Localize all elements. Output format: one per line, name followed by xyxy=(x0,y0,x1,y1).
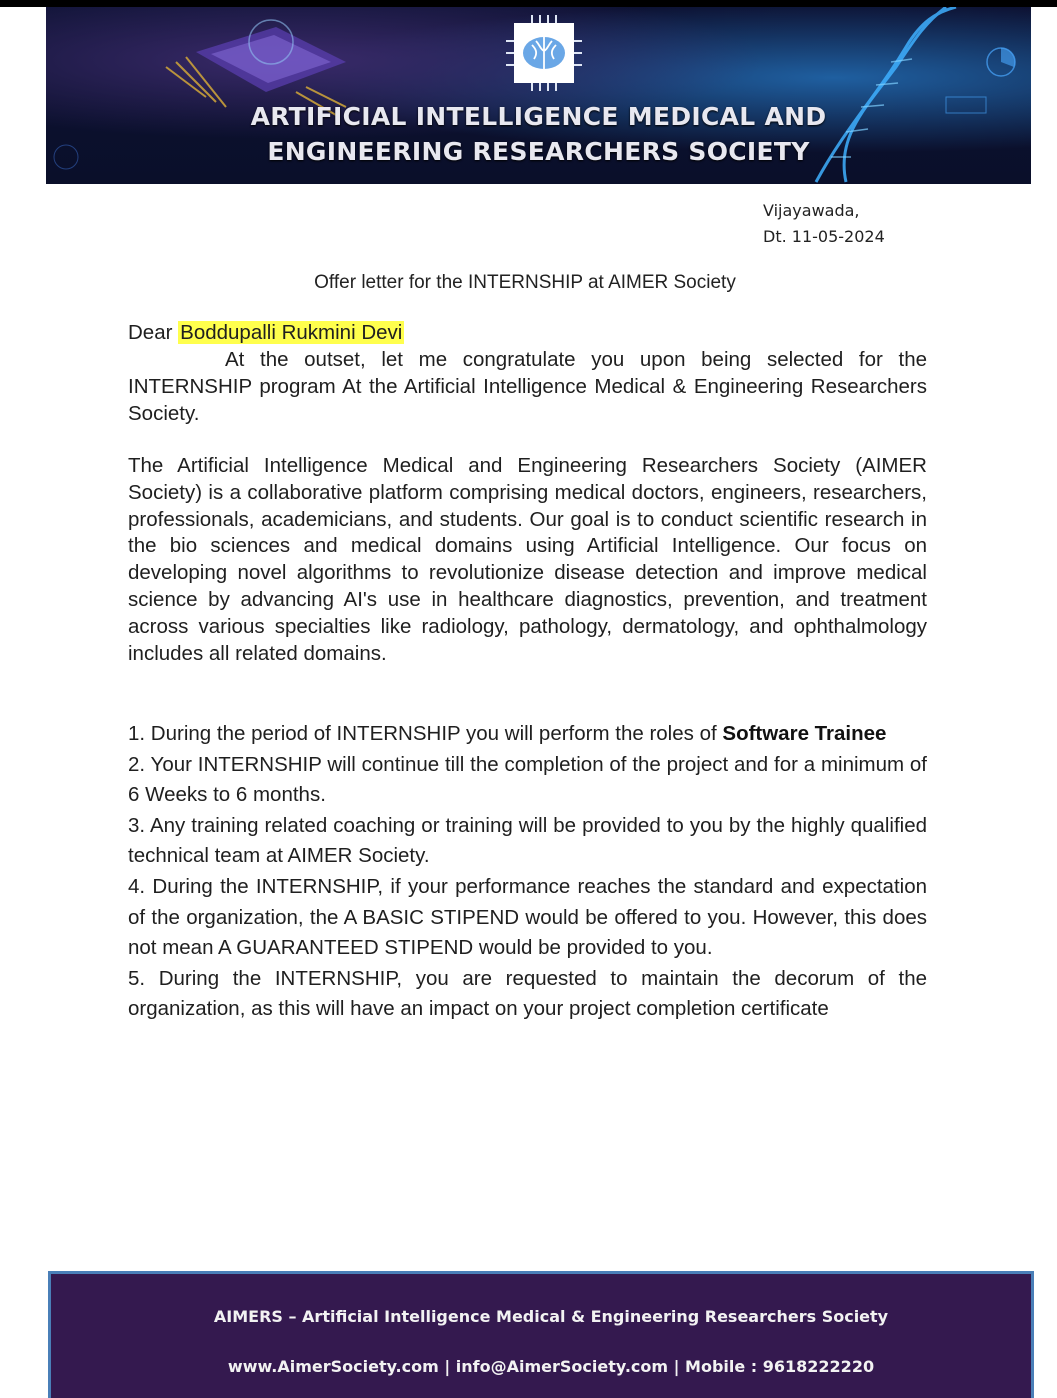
term-1 xyxy=(128,719,927,750)
term-2: 2. Your INTERNSHIP will continue till the completion of the project and for a minimum of 6 Weeks to 6 months. xyxy=(128,752,927,807)
term-4: 4. During the INTERNSHIP, if your performance reaches the standard and expectation of the organization, the A BASIC STIPEND would be offered to you. However, this does not mean A GUARANTEED STIPEND would be provided to you. xyxy=(128,874,927,960)
banner-title-line1: ARTIFICIAL INTELLIGENCE MEDICAL AND xyxy=(250,102,827,131)
letterhead-footer xyxy=(48,1271,1034,1398)
term-3: 3. Any training related coaching or training will be provided to you by the highly qualified technical team at AIMER Society. xyxy=(128,813,927,868)
footer-contact: www.AimerSociety.com | info@AimerSociety.com | Mobile : 9618222220 xyxy=(227,1357,875,1376)
about-paragraph: The Artificial Intelligence Medical and Engineering Researchers Society (AIMER Society) is a collaborative platform comprising medical doctors, engineers, researchers, professionals, academicians, and students. Our goal is to conduct scientific research in the bio sciences and medical domains using Artificial Intelligence. Our focus on developing novel algorithms to revolutionize disease detection and improve medical science by advancing AI's use in healthcare diagnostics, prevention, and treatment across various specialties like radiology, pathology, dermatology, and ophthalmology includes all related domains. xyxy=(128,454,927,665)
term-1-text: 1. During the period of INTERNSHIP you will perform the roles of xyxy=(128,722,717,745)
letter-subject: Offer letter for the INTERNSHIP at AIMER Society xyxy=(314,272,736,293)
terms-list xyxy=(128,719,927,1025)
term-5: 5. During the INTERNSHIP, you are requested to maintain the decorum of the organization, as this will have an impact on your project completion certificate xyxy=(128,966,927,1021)
banner-title-line2: ENGINEERING RESEARCHERS SOCIETY xyxy=(267,137,810,166)
greeting: Dear xyxy=(128,321,173,344)
brain-chip-icon xyxy=(506,15,582,91)
top-border xyxy=(0,0,1057,7)
place-date-block xyxy=(763,198,885,250)
footer-org-name: AIMERS – Artificial Intelligence Medical & Engineering Researchers Society xyxy=(213,1307,889,1326)
role-name: Software Trainee xyxy=(722,722,887,745)
recipient-name: Boddupalli Rukmini Devi xyxy=(180,321,403,344)
place: Vijayawada, xyxy=(763,201,860,220)
letterhead-banner xyxy=(46,7,1031,184)
salutation xyxy=(128,320,927,346)
date: Dt. 11-05-2024 xyxy=(763,227,885,246)
intro-paragraph: At the outset, let me congratulate you upon being selected for the INTERNSHIP program At the Artificial Intelligence Medical & Engineering Researchers Society. xyxy=(128,348,927,425)
